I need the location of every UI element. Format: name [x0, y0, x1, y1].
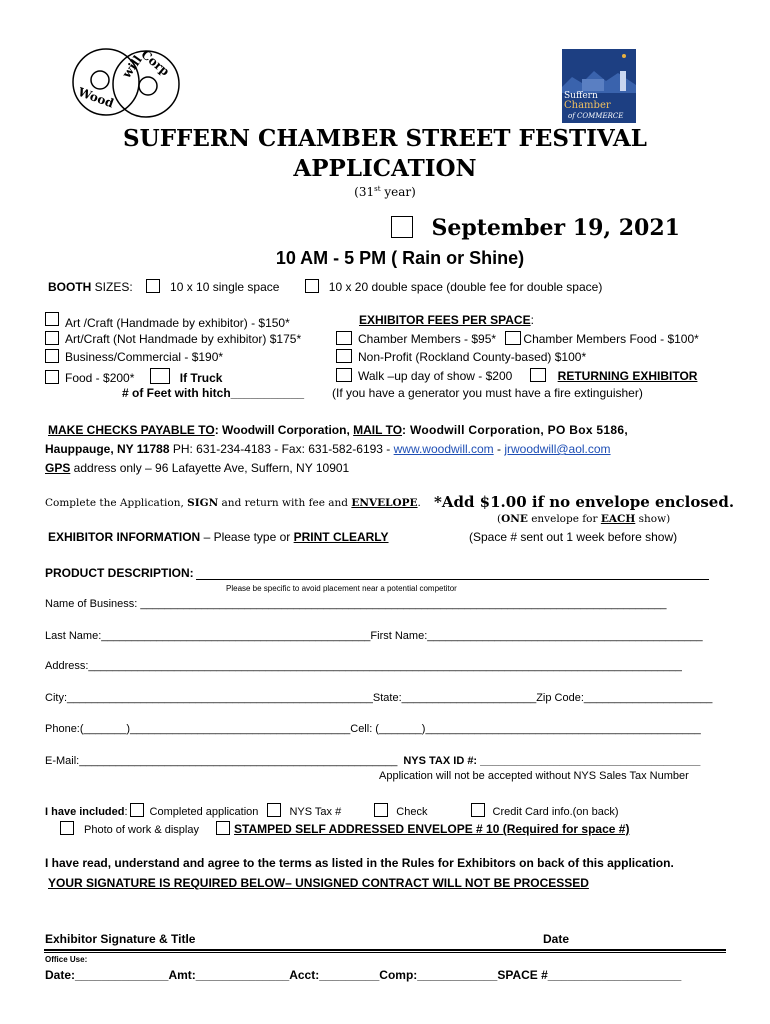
suffern-chamber-logo — [562, 49, 636, 123]
fee-nonprofit-label: Non-Profit (Rockland County-based) $100* — [358, 350, 587, 364]
payable-label: MAKE CHECKS PAYABLE TO — [48, 423, 215, 437]
cat-business-checkbox[interactable] — [45, 349, 59, 363]
website-link[interactable]: www.woodwill.com — [393, 442, 494, 456]
year-rest: year) — [380, 185, 416, 199]
gps-value: address only – 96 Lafayette Ave, Suffern, NY 10901 — [70, 461, 350, 475]
cat-art-not-handmade-checkbox[interactable] — [45, 331, 59, 345]
fee-walkup-label: Walk –up day of show - $200 — [358, 369, 513, 383]
fee-chamber-food-checkbox[interactable] — [505, 331, 521, 345]
included-colon: : — [124, 806, 128, 818]
included-credit-label: Credit Card info.(on back) — [492, 806, 619, 818]
svg-text:Corp: Corp — [138, 47, 173, 79]
complete-instructions — [45, 497, 421, 509]
fees-header-colon: : — [530, 313, 534, 327]
fees-header — [359, 313, 534, 327]
product-description-input[interactable] — [196, 579, 709, 580]
included-nys-tax-label: NYS Tax # — [289, 806, 342, 818]
cat-food-checkbox[interactable] — [45, 370, 59, 384]
mail-label: MAIL TO — [353, 423, 403, 437]
fee-chamber-members-checkbox[interactable] — [336, 331, 352, 345]
included-photo-label: Photo of work & display — [84, 824, 199, 836]
fee-walkup-checkbox[interactable] — [336, 368, 352, 382]
email-link[interactable]: jrwoodwill@aol.com — [504, 442, 611, 456]
exhibitor-info-print: PRINT CLEARLY — [293, 530, 389, 544]
event-date: September 19, 2021 — [431, 215, 680, 241]
cat-art-not-handmade-label: Art/Craft (Not Handmade by exhibitor) $175* — [65, 332, 302, 346]
generator-note: (If you have a generator you must have a fire extinguisher) — [332, 386, 643, 400]
cat-art-handmade — [45, 312, 290, 330]
date-checkbox[interactable] — [391, 216, 413, 238]
fee-chamber-members — [336, 331, 699, 346]
product-description-label: PRODUCT DESCRIPTION: — [45, 566, 194, 580]
feet-hitch: # of Feet with hitch___________ — [122, 386, 305, 400]
signature-date-label: Date — [543, 932, 570, 946]
if-truck-label: If Truck — [179, 371, 223, 385]
cat-food-label: Food - $200* — [65, 371, 135, 385]
fee-nonprofit-checkbox[interactable] — [336, 349, 352, 363]
included-photo-checkbox[interactable] — [60, 821, 74, 835]
email-field — [45, 755, 700, 767]
nys-tax-label: NYS TAX ID #: — [403, 755, 481, 767]
returning-exhibitor-label: RETURNING EXHIBITOR — [557, 369, 698, 383]
page-title — [0, 124, 770, 184]
space-sent-note: (Space # sent out 1 week before show) — [469, 530, 678, 544]
business-name-field[interactable]: Name of Business: ______________________________________________________________________________________ — [45, 598, 667, 610]
title-line2: APPLICATION — [293, 155, 477, 182]
add-fee-note — [434, 493, 734, 511]
exhibitor-info-rest: – Please type or — [200, 530, 294, 544]
office-use-label: Office Use: — [45, 955, 88, 964]
cat-food — [45, 368, 222, 385]
gps-label: GPS — [45, 461, 71, 475]
svg-text:will: will — [119, 52, 145, 81]
booth-label-rest: SIZES: — [91, 280, 133, 294]
included-nys-tax-checkbox[interactable] — [267, 803, 281, 817]
booth-label: BOOTH — [48, 280, 92, 294]
included-row2 — [60, 821, 629, 836]
cat-art-handmade-label: Art /Craft (Handmade by exhibitor) - $150* — [65, 316, 290, 330]
included-stamped-checkbox[interactable] — [216, 821, 230, 835]
included-stamped-label: STAMPED SELF ADDRESSED ENVELOPE # 10 (Required for space #) — [234, 822, 630, 836]
cat-business — [45, 349, 223, 364]
cat-art-not-handmade — [45, 331, 301, 346]
fee-chamber-food-label: Chamber Members Food - $100* — [523, 332, 699, 346]
add-fee-dot: . — [728, 493, 735, 511]
nys-tax-input[interactable]: ____________________________________ — [480, 755, 701, 767]
one-env-close: show) — [635, 513, 671, 525]
signature-line[interactable] — [44, 949, 726, 951]
signature-label: Exhibitor Signature & Title — [45, 932, 196, 946]
signature-required: YOUR SIGNATURE IS REQUIRED BELOW– UNSIGNED CONTRACT WILL NOT BE PROCESSED — [48, 876, 589, 890]
mail-value: : Woodwill Corporation, PO Box 5186, — [402, 423, 628, 437]
included-row — [45, 803, 619, 818]
checks-phone: PH: 631-234-4183 - Fax: 631-582-6193 - — [169, 442, 394, 456]
tax-note: Application will not be accepted without NYS Sales Tax Number — [379, 770, 689, 782]
year-num: (31 — [354, 185, 375, 199]
cat-business-label: Business/Commercial - $190* — [65, 350, 224, 364]
logo-commerce: of COMMERCE — [568, 112, 624, 120]
if-truck-checkbox[interactable] — [150, 368, 170, 384]
booth-sizes-row — [48, 279, 602, 294]
included-check-checkbox[interactable] — [374, 803, 388, 817]
included-completed-checkbox[interactable] — [130, 803, 144, 817]
year-label — [0, 185, 770, 199]
one-env-mid: envelope for — [527, 513, 601, 525]
woodwill-logo — [66, 44, 181, 122]
add-fee-text: *Add $1.00 if no envelope enclosed — [434, 493, 729, 511]
included-completed-label: Completed application — [149, 806, 259, 818]
fee-nonprofit — [336, 349, 586, 364]
complete-dot: . — [417, 497, 421, 509]
date-row — [391, 215, 680, 241]
one-envelope-note — [497, 513, 670, 525]
checks-line1 — [48, 423, 628, 437]
fees-header-text: EXHIBITOR FEES PER SPACE — [359, 313, 531, 327]
fee-chamber-members-label: Chamber Members - $95* — [358, 332, 497, 346]
exhibitor-info-bold: EXHIBITOR INFORMATION — [48, 530, 201, 544]
booth-single-label: 10 x 10 single space — [170, 280, 280, 294]
included-label: I have included — [45, 806, 125, 818]
exhibitor-info-heading — [48, 530, 389, 544]
returning-exhibitor-checkbox[interactable] — [530, 368, 546, 382]
complete-envelope: ENVELOPE — [351, 497, 418, 509]
year-sup: st — [374, 185, 381, 193]
city-state-zip-field[interactable]: City:__________________________________________________State:______________________Zip Code:_____________________ — [45, 692, 713, 704]
booth-double-label: 10 x 20 double space (double fee for double space) — [328, 280, 603, 294]
gps-line — [45, 461, 349, 475]
checks-sep: - — [493, 442, 505, 456]
logo-suffern: Suffern — [564, 91, 598, 101]
logo-chamber: Chamber — [564, 100, 611, 111]
address-field[interactable]: Address:_________________________________________________________________________________________________ — [45, 660, 682, 672]
complete-pre: Complete the Application, — [45, 497, 188, 509]
complete-sign: SIGN — [187, 497, 219, 509]
one-env-each: EACH — [600, 513, 636, 525]
last-first-name-field[interactable]: Last Name:____________________________________________First Name:_____________________________________________ — [45, 630, 703, 642]
email-input[interactable]: E-Mail:____________________________________________________ — [45, 755, 398, 767]
booth-single-checkbox[interactable] — [146, 279, 160, 293]
svg-text:Wood: Wood — [76, 84, 116, 111]
checks-city: Hauppauge, NY 11788 — [45, 442, 170, 456]
one-env-open: ( — [497, 513, 502, 525]
cat-art-handmade-checkbox[interactable] — [45, 312, 59, 326]
event-time: 10 AM - 5 PM ( Rain or Shine) — [275, 248, 525, 268]
one-env-one: ONE — [501, 513, 528, 525]
checks-line2 — [45, 442, 611, 456]
signature-line-2 — [44, 952, 726, 953]
product-note: Please be specific to avoid placement near a potential competitor — [226, 584, 457, 593]
fee-walkup — [336, 368, 697, 383]
included-credit-checkbox[interactable] — [471, 803, 485, 817]
agree-text: I have read, understand and agree to the terms as listed in the Rules for Exhibitors on back of this application. — [45, 856, 674, 870]
phone-cell-field[interactable]: Phone:(_______)____________________________________Cell: (_______)_____________________________________________ — [45, 723, 701, 735]
complete-mid: and return with fee and — [218, 497, 352, 509]
payable-value: : Woodwill Corporation, — [214, 423, 354, 437]
booth-double-checkbox[interactable] — [305, 279, 319, 293]
title-line1: SUFFERN CHAMBER STREET FESTIVAL — [123, 125, 647, 152]
office-use-row: Date:______________Amt:______________Acct:_________Comp:____________SPACE #____________________ — [45, 968, 682, 982]
included-check-label: Check — [396, 806, 428, 818]
